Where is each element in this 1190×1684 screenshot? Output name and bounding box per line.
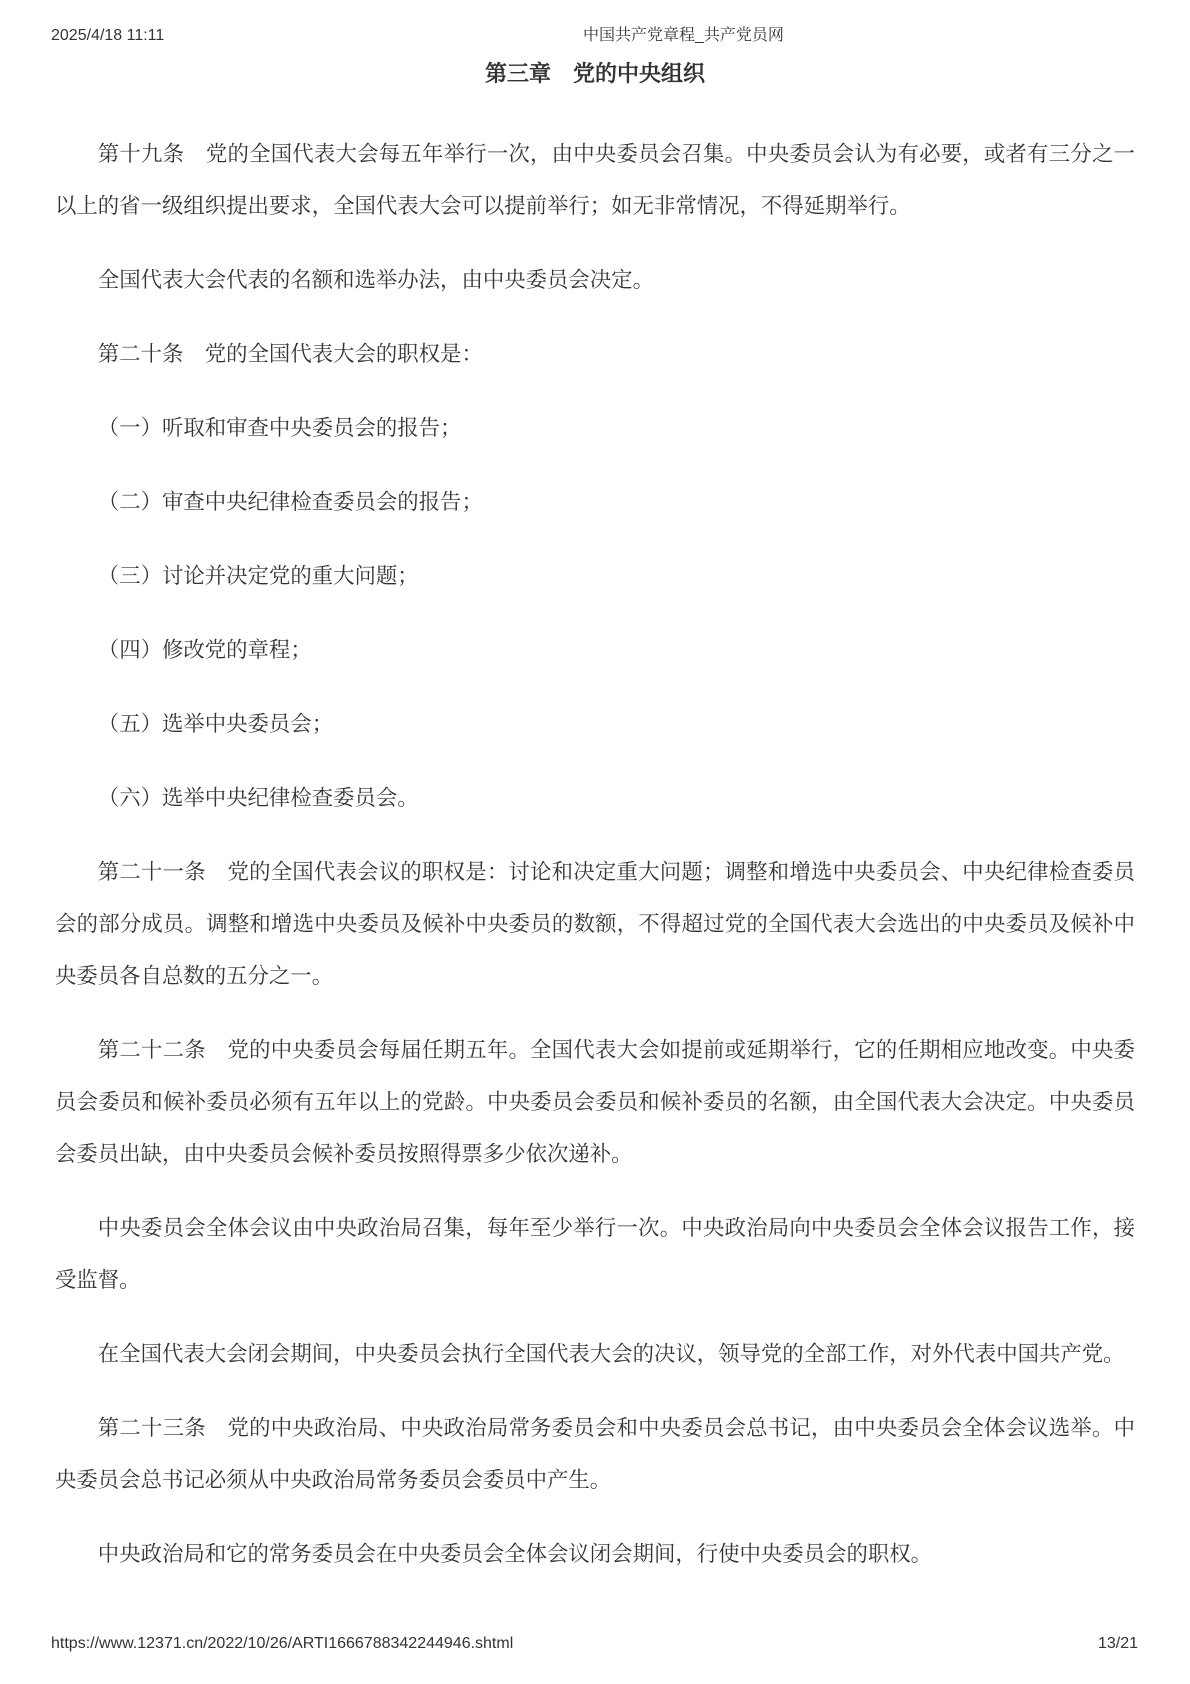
powers-item-4: （四）修改党的章程； [97,638,312,662]
print-footer [51,1634,1138,1656]
powers-item-2: （二）审查中央纪律检查委员会的报告； [97,490,483,514]
page-number: 13/21 [1097,1635,1138,1652]
paragraph-between-congresses: 在全国代表大会闭会期间，中央委员会执行全国代表大会的决议，领导党的全部工作，对外代表中国共产党。 [97,1342,1125,1366]
article-content [55,60,1135,1602]
paragraph-article-23: 第二十三条 党的中央政治局、中央政治局常务委员会和中央委员会总书记，由中央委员会全体会议选举。中央委员会总书记必须从中央政治局常务委员会委员中产生。 [55,1416,1135,1492]
powers-item-5: （五）选举中央委员会； [97,712,334,736]
print-header [51,26,1139,48]
paragraph-congress-delegates: 全国代表大会代表的名额和选举办法，由中央委员会决定。 [97,268,654,292]
paragraph-article-19: 第十九条 党的全国代表大会每五年举行一次，由中央委员会召集。中央委员会认为有必要，或者有三分之一以上的省一级组织提出要求，全国代表大会可以提前举行；如无非常情况，不得延期举行。 [55,142,1135,218]
powers-item-6: （六）选举中央纪律检查委员会。 [97,786,419,810]
paragraph-article-21: 第二十一条 党的全国代表会议的职权是：讨论和决定重大问题；调整和增选中央委员会、中央纪律检查委员会的部分成员。调整和增选中央委员及候补中央委员的数额，不得超过党的全国代表大会选出的中央委员及候补中央委员各自总数的五分之一。 [55,860,1135,988]
paragraph-politburo-powers: 中央政治局和它的常务委员会在中央委员会全体会议闭会期间，行使中央委员会的职权。 [97,1542,933,1566]
document-title: 中国共产党章程_共产党员网 [583,27,784,44]
print-timestamp: 2025/4/18 11:11 [51,27,165,44]
chapter-heading: 第三章 党的中央组织 [484,61,705,86]
powers-item-1: （一）听取和审查中央委员会的报告； [97,416,462,440]
powers-item-3: （三）讨论并决定党的重大问题； [97,564,419,588]
paragraph-article-22: 第二十二条 党的中央委员会每届任期五年。全国代表大会如提前或延期举行，它的任期相应地改变。中央委员会委员和候补委员必须有五年以上的党龄。中央委员会委员和候补委员的名额，由全国代表大会决定。中央委员会委员出缺，由中央委员会候补委员按照得票多少依次递补。 [55,1038,1135,1166]
paragraph-plenary-sessions: 中央委员会全体会议由中央政治局召集，每年至少举行一次。中央政治局向中央委员会全体会议报告工作，接受监督。 [55,1216,1135,1292]
page-url: https://www.12371.cn/2022/10/26/ARTI1666788342244946.shtml [51,1635,514,1652]
paragraph-article-20: 第二十条 党的全国代表大会的职权是： [97,342,483,366]
